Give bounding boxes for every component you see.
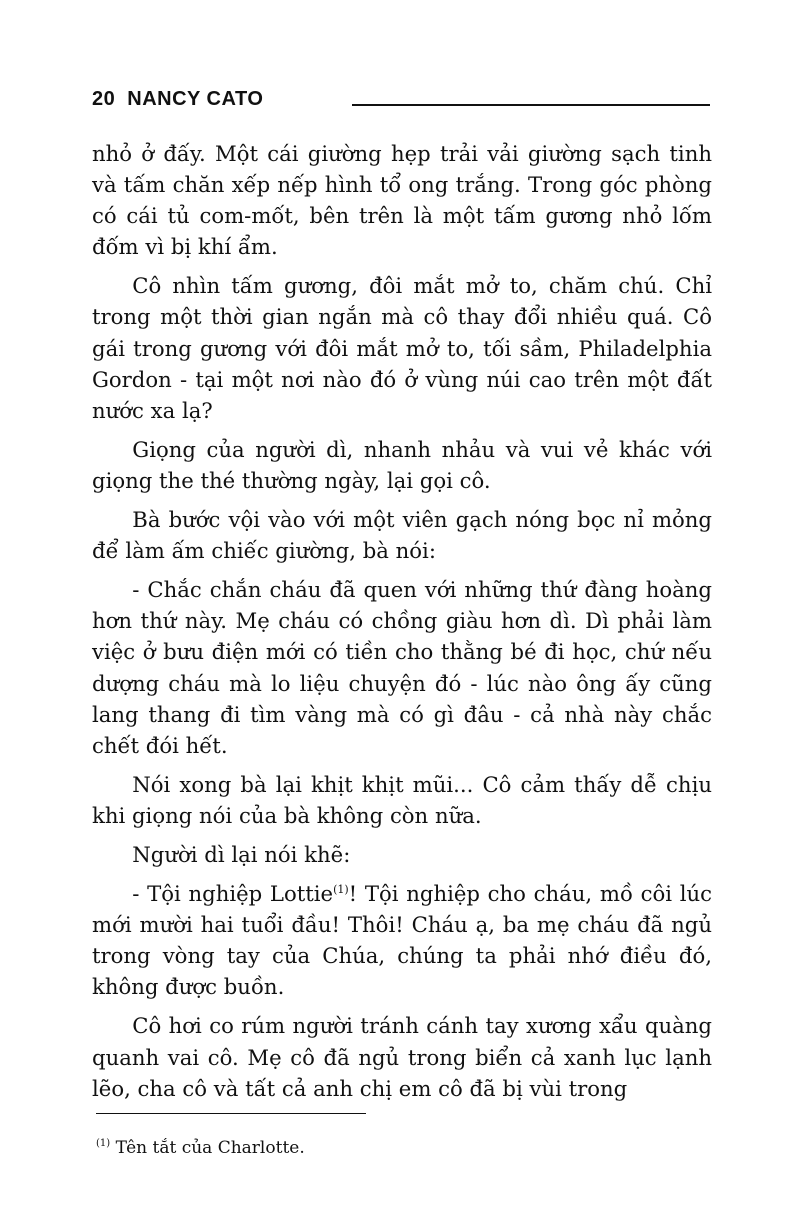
paragraph-with-footnote <box>92 878 712 1002</box>
paragraph-text: - Tội nghiệp Lottie <box>132 881 334 907</box>
footnote-rule <box>96 1113 366 1114</box>
footnote-marker: (1) <box>96 1138 111 1149</box>
paragraph: Bà bước vội vào với một viên gạch nóng bọc nỉ mỏng để làm ấm chiếc giường, bà nói: <box>92 507 712 564</box>
paragraph: Người dì lại nói khẽ: <box>132 841 351 867</box>
paragraph: Cô nhìn tấm gương, đôi mắt mở to, chăm chú. Chỉ trong một thời gian ngắn mà cô thay đổi nhiều quá. Cô gái trong gương với đôi mắt mở to, tối sầm, Philadelphia Gordon - tại một nơi nào đó ở vùng núi cao trên một đất nước xa lạ? <box>92 273 712 423</box>
paragraph-text: ! Tội nghiệp cho cháu, mồ côi lúc mới mười hai tuổi đầu! Thôi! Cháu ạ, ba mẹ cháu đã ngủ trong vòng tay của Chúa, chúng ta phải nhớ điều đó, không được buồn. <box>92 881 712 1000</box>
paragraph: Cô hơi co rúm người tránh cánh tay xương xẩu quàng quanh vai cô. Mẹ cô đã ngủ trong biển cả xanh lục lạnh lẽo, cha cô và tất cả anh chị em cô đã bị vùi trong <box>92 1013 712 1101</box>
paragraph: Nói xong bà lại khịt khịt mũi... Cô cảm thấy dễ chịu khi giọng nói của bà không còn nữa. <box>92 771 712 828</box>
header-rule <box>352 104 710 106</box>
footnote <box>96 1136 696 1160</box>
running-author: NANCY CATO <box>127 88 264 110</box>
page-body <box>92 138 712 1112</box>
paragraph: - Chắc chắn cháu đã quen với những thứ đàng hoàng hơn thứ này. Mẹ cháu có chồng giàu hơn dì. Dì phải làm việc ở bưu điện mới có tiền cho thằng bé đi học, chứ nếu dượng cháu mà lo liệu chuyện đó - lúc nào ông ấy cũng lang thang đi tìm vàng mà có gì đâu - cả nhà này chắc chết đói hết. <box>92 577 712 758</box>
footnote-text: Tên tắt của Charlotte. <box>115 1138 305 1158</box>
page-number: 20 <box>92 88 116 110</box>
running-header <box>92 88 263 111</box>
footnote-reference[interactable]: (1) <box>333 883 349 897</box>
paragraph: Giọng của người dì, nhanh nhảu và vui vẻ khác với giọng the thé thường ngày, lại gọi cô. <box>92 436 712 493</box>
paragraph: nhỏ ở đấy. Một cái giường hẹp trải vải giường sạch tinh và tấm chăn xếp nếp hình tổ ong trắng. Trong góc phòng có cái tủ com-mốt, bên trên là một tấm gương nhỏ lốm đốm vì bị khí ẩm. <box>92 141 712 260</box>
